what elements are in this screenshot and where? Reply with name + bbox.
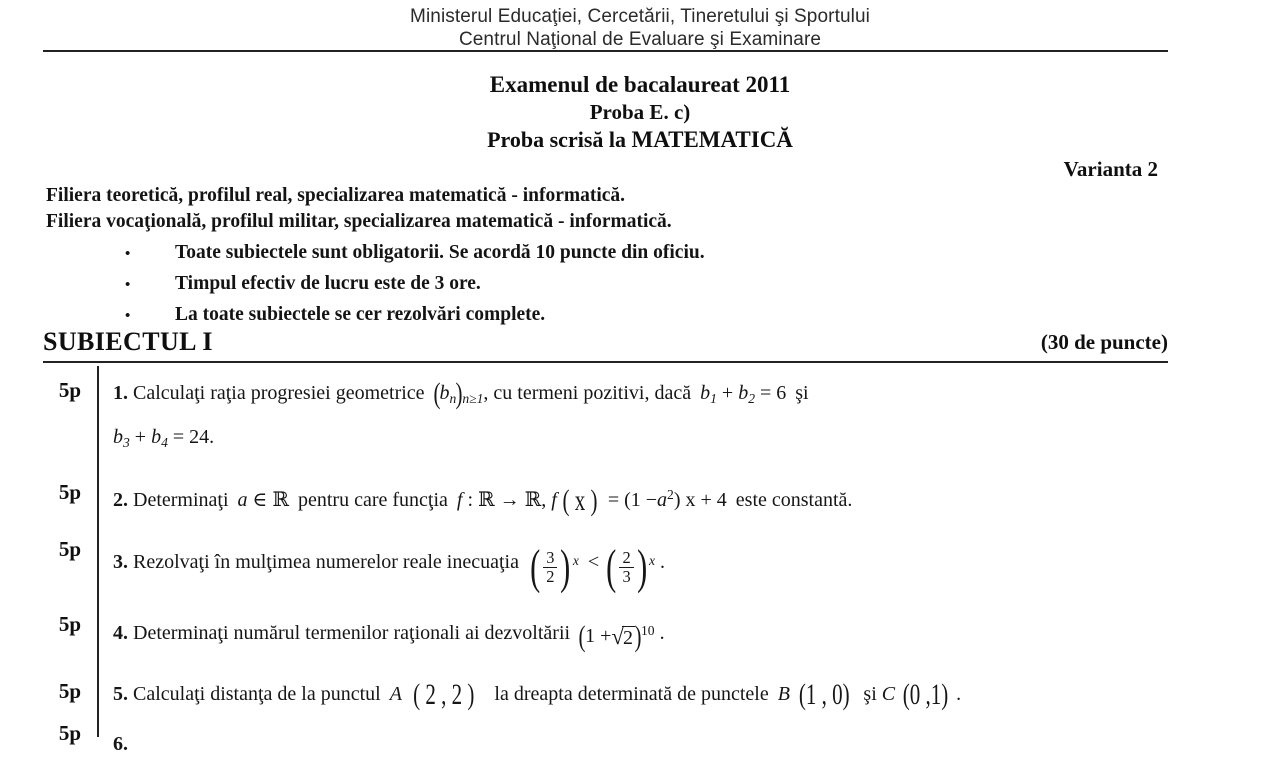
subject-name: MATEMATICĂ bbox=[631, 127, 793, 152]
term-b4-sub: 4 bbox=[161, 434, 168, 450]
page-title: SUBIECTUL I bbox=[43, 327, 213, 356]
function-symbol: f bbox=[551, 488, 557, 511]
point-a-coordinates: ( 2 , 2 ) bbox=[413, 678, 475, 712]
codomain-symbol: ℝ bbox=[524, 486, 542, 511]
problem-row bbox=[43, 468, 1180, 525]
problem-row bbox=[43, 525, 1180, 600]
lhs-power-expression: ( $\frac{3}{2}$ ) $^x$ bbox=[530, 538, 579, 594]
problem-row bbox=[43, 600, 1180, 667]
sequence-variable: b bbox=[439, 382, 450, 404]
exam-subject-line bbox=[0, 126, 1280, 154]
term-b4: b bbox=[151, 425, 162, 448]
plus-operator: + bbox=[721, 382, 734, 404]
binomial-base-prefix: 1 + bbox=[585, 624, 612, 647]
problem-line bbox=[113, 608, 1180, 661]
point-c-label: C bbox=[881, 682, 896, 705]
arrow-symbol: → bbox=[499, 488, 520, 511]
problem-line: 1. Calculaţi raţia progresiei geometrice $(b_n)_{n\ge 1}$, cu termeni pozitivi, dacă $b_1 + b_2 = 6$ şi bbox=[113, 377, 809, 411]
point-b-coordinates: (1 , 0) bbox=[798, 678, 850, 712]
problem-text: este constantă. bbox=[735, 488, 853, 511]
binomial-exponent: 10 bbox=[640, 622, 655, 638]
exam-title-block bbox=[0, 71, 1280, 154]
problem-text-mid: , cu termeni pozitivi, dacă bbox=[483, 382, 692, 404]
header-divider-rule bbox=[43, 50, 1168, 52]
problem-text: Determinaţi numărul termenilor raţionali ai dezvoltării bbox=[133, 621, 571, 644]
problem-number: 6. bbox=[113, 732, 128, 755]
fraction-two-thirds bbox=[619, 549, 633, 585]
problem-text: Calculaţi distanţa de la punctul bbox=[133, 682, 381, 705]
equals-sign: = bbox=[607, 488, 620, 511]
problem-body bbox=[99, 366, 1180, 468]
qualification-line-1: Filiera teoretică, profilul real, specializarea matematică - informatică. bbox=[46, 185, 626, 206]
binomial-expression: $(1 +√2)^{10}$ bbox=[579, 608, 655, 661]
problem-line bbox=[113, 533, 1180, 594]
term-b1: b bbox=[700, 382, 711, 404]
problem-number: 2. bbox=[113, 488, 128, 511]
problem-text: Calculaţi raţia progresiei geometrice bbox=[133, 382, 425, 404]
function-arg: ( x ) bbox=[562, 484, 598, 518]
element-of-symbol: ∈ bbox=[252, 488, 268, 511]
problem-number: 4. bbox=[113, 621, 128, 644]
qualification-line-2: Filiera vocaţională, profilul militar, specializarea matematică - informatică. bbox=[46, 211, 672, 232]
problem-points: 5p bbox=[58, 536, 82, 561]
problem-row bbox=[43, 719, 1180, 755]
term-b1-sub: 1 bbox=[710, 390, 717, 406]
expression-open: (1 − bbox=[624, 488, 658, 511]
problem-points: 5p bbox=[58, 378, 82, 402]
problem-points: 5p bbox=[58, 611, 82, 636]
variant-label: Varianta 2 bbox=[1063, 157, 1158, 181]
period: . bbox=[209, 425, 215, 448]
problem-text: la dreapta determinată de punctele bbox=[494, 682, 769, 705]
comma: , bbox=[541, 488, 547, 511]
problem-text: pentru care funcţia bbox=[297, 488, 448, 511]
fraction-three-halves bbox=[543, 549, 557, 585]
period: . bbox=[956, 682, 962, 705]
term-b3: b bbox=[113, 425, 123, 448]
exam-test-label: Proba E. c) bbox=[589, 100, 691, 124]
relation-symbol: < bbox=[587, 550, 600, 573]
problem-points: 5p bbox=[58, 479, 82, 504]
colon: : bbox=[467, 488, 474, 511]
term-b3-sub: 3 bbox=[123, 434, 130, 450]
period: . bbox=[660, 550, 666, 573]
lhs-exponent: x bbox=[572, 552, 579, 568]
fraction-denominator: 2 bbox=[543, 567, 557, 586]
term-b2-sub: 2 bbox=[748, 390, 755, 406]
instructions-list bbox=[125, 238, 705, 331]
expression-close: ) x + 4 bbox=[673, 488, 727, 511]
problem-points: 5p bbox=[58, 720, 82, 745]
period: . bbox=[659, 621, 665, 644]
sequence-subscript: n bbox=[449, 390, 457, 406]
term-b2: b bbox=[738, 382, 749, 404]
list-item bbox=[125, 269, 705, 300]
list-item bbox=[125, 238, 705, 269]
problem-row bbox=[43, 667, 1180, 719]
instruction-text: La toate subiectele se cer rezolvări complete. bbox=[175, 304, 546, 325]
problem-number: 3. bbox=[113, 550, 128, 573]
problem-row bbox=[43, 366, 1180, 468]
ministry-line-1: Ministerul Educaţiei, Cercetării, Tineretului şi Sportului bbox=[410, 6, 870, 27]
expression-variable: a bbox=[657, 488, 668, 511]
equation-rhs: = 6 bbox=[759, 382, 787, 404]
problem-text: Rezolvaţi în mulţimea numerelor reale inecuaţia bbox=[133, 550, 519, 573]
rhs-exponent: x bbox=[649, 552, 656, 568]
exam-title: Examenul de bacalaureat 2011 bbox=[489, 72, 791, 97]
sequence-condition: n≥1 bbox=[462, 390, 484, 406]
section-heading bbox=[43, 327, 1168, 357]
section-points: (30 de puncte) bbox=[1040, 330, 1168, 354]
problem-text: Determinaţi bbox=[133, 488, 229, 511]
point-b-label: B bbox=[777, 682, 790, 705]
rhs-power-expression: ( $\frac{2}{3}$ ) $^x$ bbox=[606, 538, 656, 594]
bullet-icon: • bbox=[125, 277, 131, 293]
section-divider-rule bbox=[43, 361, 1168, 363]
qualification-block bbox=[46, 183, 672, 235]
instruction-text: Toate subiectele sunt obligatorii. Se acordă 10 puncte din oficiu. bbox=[175, 242, 705, 263]
problem-body bbox=[99, 600, 1180, 667]
problem-number: 1. bbox=[113, 382, 128, 404]
problem-number: 5. bbox=[113, 682, 128, 705]
point-c-coordinates: (0 ,1) bbox=[902, 678, 949, 712]
problem-line bbox=[113, 675, 1180, 713]
problem-body bbox=[99, 667, 1180, 719]
domain-symbol: ℝ bbox=[478, 486, 495, 511]
conjunction: şi bbox=[795, 382, 809, 404]
fraction-numerator: 2 bbox=[622, 547, 631, 567]
problem-body bbox=[99, 468, 1180, 525]
fraction-denominator: 3 bbox=[619, 567, 633, 586]
conjunction: şi bbox=[863, 682, 877, 705]
bullet-icon: • bbox=[125, 308, 131, 324]
ministry-header bbox=[0, 0, 1280, 51]
radical-sign-icon: √ bbox=[611, 623, 624, 649]
real-set-symbol: ℝ bbox=[272, 486, 289, 511]
square-root bbox=[611, 614, 635, 661]
problem-line bbox=[113, 725, 1180, 763]
equation-rhs: = 24 bbox=[172, 425, 210, 448]
ministry-line-2: Centrul Naţional de Evaluare şi Examinare bbox=[458, 29, 822, 50]
point-a-label: A bbox=[389, 682, 402, 705]
fraction-numerator: 3 bbox=[546, 547, 555, 567]
problem-body bbox=[99, 719, 1180, 763]
expression-exponent: 2 bbox=[667, 486, 674, 502]
problem-body bbox=[99, 525, 1180, 600]
plus-operator: + bbox=[134, 425, 147, 448]
function-symbol: f bbox=[456, 488, 463, 511]
subject-prefix: Proba scrisă la bbox=[487, 127, 632, 152]
problem-line bbox=[113, 418, 1180, 462]
parameter-a: a bbox=[237, 488, 248, 511]
problem-line bbox=[113, 476, 1180, 519]
problem-list bbox=[43, 366, 1180, 755]
radicand: 2 bbox=[622, 626, 633, 649]
bullet-icon: • bbox=[125, 246, 131, 262]
problem-points: 5p bbox=[58, 678, 82, 703]
instruction-text: Timpul efectiv de lucru este de 3 ore. bbox=[175, 273, 481, 294]
